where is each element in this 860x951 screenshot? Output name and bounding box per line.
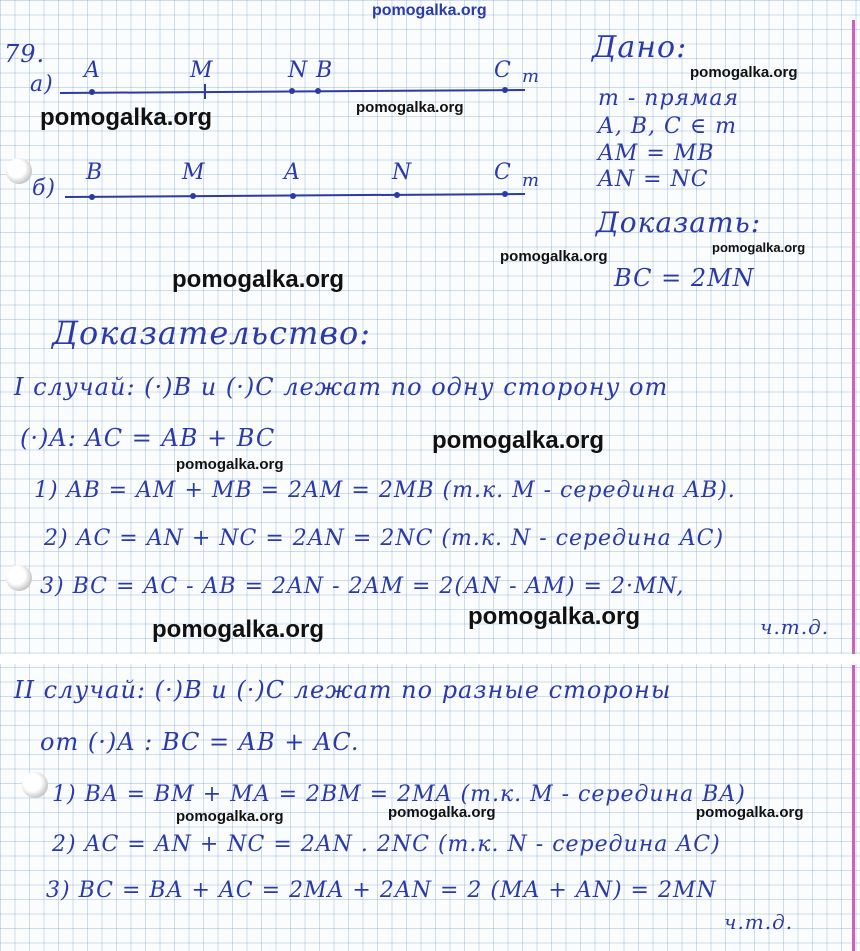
case1-step: 3) BC = AC - AB = 2AN - 2AM = 2(AN - AM) = 2·MN, bbox=[40, 574, 685, 599]
watermark: pomogalka.org bbox=[388, 804, 496, 821]
point-b-M bbox=[190, 193, 196, 199]
given-line: m - прямая bbox=[598, 86, 740, 111]
case1-heading: I случай: (·)B и (·)C лежат по одну сторону от bbox=[14, 373, 669, 401]
case2-qed: ч.т.д. bbox=[724, 910, 794, 934]
point-b-N bbox=[394, 192, 400, 198]
case2-heading: II случай: (·)B и (·)C лежат по разные стороны bbox=[14, 676, 672, 704]
case1-step: 2) AC = AN + NC = 2AN = 2NC (т.к. N - середина AC) bbox=[44, 526, 725, 551]
case2-step: 3) BC = BA + AC = 2MA + 2AN = 2 (MA + AN) = 2MN bbox=[46, 878, 717, 903]
case1-qed: ч.т.д. bbox=[760, 615, 830, 639]
watermark: pomogalka.org bbox=[696, 804, 804, 821]
drawing-a-label: а) bbox=[30, 72, 54, 97]
line-label: m bbox=[522, 170, 541, 191]
point-label: M bbox=[190, 58, 214, 83]
watermark: pomogalka.org bbox=[468, 603, 641, 630]
line-label: m bbox=[522, 66, 541, 87]
given-title: Дано: bbox=[592, 30, 688, 65]
point-b-B bbox=[89, 194, 95, 200]
problem-number: 79. bbox=[4, 40, 46, 68]
watermark: pomogalka.org bbox=[176, 808, 284, 825]
point-label: B bbox=[316, 58, 334, 83]
point-label: M bbox=[182, 160, 206, 185]
given-line: AM = MB bbox=[598, 141, 715, 166]
case2-step: 2) AC = AN + NC = 2AN . 2NC (т.к. N - середина AC) bbox=[52, 832, 721, 857]
point-b-A bbox=[290, 193, 296, 199]
watermark: pomogalka.org bbox=[690, 64, 798, 81]
point-a-B bbox=[315, 88, 321, 94]
point-label: N bbox=[392, 160, 413, 185]
point-label: A bbox=[84, 58, 101, 83]
point-label: C bbox=[494, 160, 512, 185]
watermark: pomogalka.org bbox=[712, 240, 806, 255]
case2-step: 1) BA = BM + MA = 2BM = 2MA (т.к. M - середина BA) bbox=[52, 782, 746, 807]
point-label: N bbox=[288, 58, 309, 83]
case1-step: 1) AB = AM + MB = 2AM = 2MB (т.к. M - середина AB). bbox=[34, 478, 736, 503]
watermark: pomogalka.org bbox=[152, 616, 325, 643]
point-b-C bbox=[502, 191, 508, 197]
given-line: AN = NC bbox=[598, 167, 709, 192]
proof-title: Доказательство: bbox=[52, 314, 372, 352]
watermark: pomogalka.org bbox=[172, 266, 345, 293]
watermark: pomogalka.org bbox=[40, 104, 213, 131]
point-a-N bbox=[289, 88, 295, 94]
prove-statement: BC = 2MN bbox=[614, 264, 755, 292]
site-header-link[interactable]: pomogalka.org bbox=[372, 2, 487, 19]
watermark: pomogalka.org bbox=[500, 248, 608, 265]
case2-line2: от (·)A : BC = AB + AC. bbox=[40, 728, 360, 756]
point-a-A bbox=[89, 89, 95, 95]
watermark: pomogalka.org bbox=[356, 99, 464, 116]
prove-title: Доказать: bbox=[596, 206, 762, 239]
drawing-b-label: б) bbox=[32, 176, 57, 201]
point-label: B bbox=[86, 160, 104, 185]
given-line: A, B, C ∈ m bbox=[598, 114, 737, 139]
case1-line2: (·)A: AC = AB + BC bbox=[20, 424, 276, 452]
point-a-C bbox=[502, 87, 508, 93]
watermark: pomogalka.org bbox=[432, 427, 605, 454]
point-label: A bbox=[284, 160, 301, 185]
watermark: pomogalka.org bbox=[176, 456, 284, 473]
point-label: C bbox=[494, 58, 512, 83]
